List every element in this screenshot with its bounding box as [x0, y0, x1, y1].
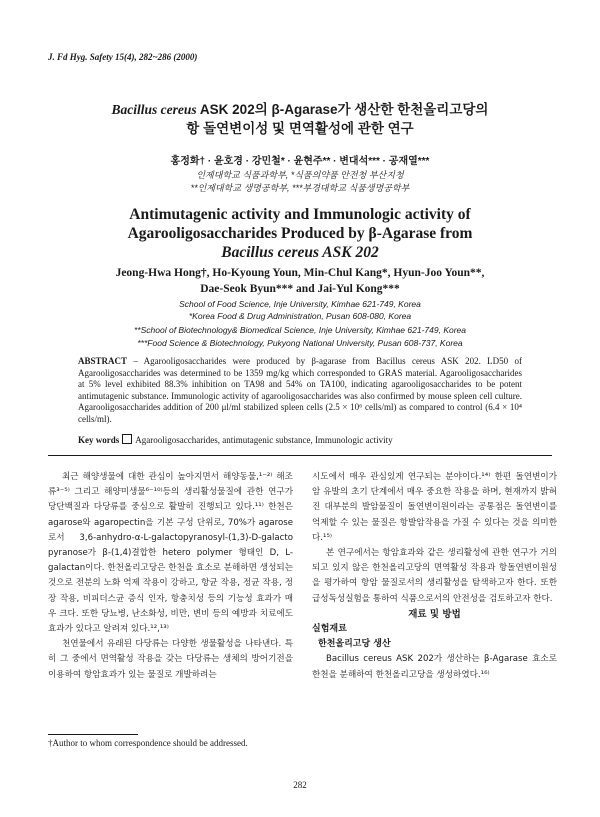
korean-title-organism: Bacillus cereus [111, 102, 197, 117]
subsection-heading: 실험재료 [312, 624, 347, 635]
korean-affiliation-1: 인제대학교 식품과학부, *식품의약품 안전청 부산지청 [196, 170, 404, 180]
keywords-text: Agarooligosaccharides, antimutagenic substance, Immunologic activity [135, 435, 393, 445]
english-affiliation-1: School of Food Science, Inje University, Kimhae 621-749, Korea [179, 299, 421, 309]
korean-title [0, 100, 600, 138]
keywords-label: Key words [78, 435, 120, 445]
english-title [0, 205, 600, 262]
page-number: 282 [293, 780, 307, 790]
right-column [312, 470, 557, 683]
body-paragraph: 최근 해양생물에 대한 관심이 높아지면서 해양동물,¹⁻²⁾ 해조류³⁻⁵⁾ 그리고 해양미생물⁶⁻¹⁰⁾등의 생리활성물질에 관한 연구가 당단백질과 다당류를 중심으로 활발히 진행되고 있다.¹¹⁾ 한천은 agarose와 agaropectin을 기본 구성 단위로, 70%가 agarose로서 3,6-anhydro-α-L-galactopyranosyl-(1,3)-D-galacto pyranose가 β-(1,4)결합한 hetero polymer 형태인 D, L-galactan이다. 한천올리고당은 한천을 효소로 분해하면 생성되는 것으로 전분의 노화 억제 작용이 강하고, 항균 작용, 정균 작용, 정장 작용, 비피더스균 증식 인자, 항충치성 등의 기능성 효과가 매우 크다. 또한 당뇨병, 난소화성, 비만, 변비 등의 예방과 치료에도 효과가 있다고 알려져 있다.¹²,¹³⁾ [48, 472, 293, 635]
section-heading: 재료 및 방법 [408, 608, 461, 620]
english-authors-line2: Dae-Seok Byun*** and Jai-Yul Kong*** [200, 283, 400, 295]
journal-citation: J. Fd Hyg. Safety 15(4), 282~286 (2000) [48, 52, 198, 62]
footnote-rule [48, 734, 138, 735]
body-paragraph: 본 연구에서는 항암효과와 같은 생리활성에 관한 연구가 거의 되고 있지 않은 한천올리고당의 면역활성 작용과 항돌연변이원성을 평가하여 항암 물질로서의 생리활성을 탐색하고자 한다. 또한 급성독성실험을 통하여 식품으로서의 안전성을 검토하고자 한다. [312, 548, 557, 604]
korean-affiliation-2: **인제대학교 생명공학부, ***부경대학교 식품생명공학부 [190, 183, 410, 193]
english-authors-line1: Jeong-Hwa Hong†, Ho-Kyoung Youn, Min-Chul Kang*, Hyun-Joo Youn**, [115, 267, 485, 279]
english-title-line3: Bacillus cereus ASK 202 [221, 244, 379, 261]
subsubsection-heading: 한천올리고당 생산 [318, 639, 391, 650]
korean-authors: 홍정화† · 윤호경 · 강민철* · 윤현주** · 변대석*** · 공재열*** [170, 156, 430, 167]
body-paragraph: 천연물에서 유래된 다당류는 다양한 생물활성을 나타낸다. 특히 그 중에서 면역활성 작용을 갖는 다당류는 생체의 방어기전을 이용하여 항암효과가 있는 물질로 개발하려는 [48, 639, 293, 680]
keywords [78, 434, 522, 445]
english-title-line2: Agarooligosaccharides Produced by β-Agarase from [127, 225, 473, 242]
english-title-line1: Antimutagenic activity and Immunologic activity of [129, 206, 471, 223]
abstract-text: – Agarooligosaccharides were produced by β-agarase from Bacillus cereus ASK 202. LD50 of Agarooligosaccharides was determined to be 1359 mg/kg which corresponded to GRAS material. Agarooligosaccharides at 5% level exhibited 88.3% inhibition on TA98 and 54% on TA100, indicating agarooligosaccharides to be potent antimutagenic substance. Immunologic activity of agarooligosaccharides was also confirmed by mouse spleen cell culture. Agarooligosaccharides addition of 200 μl/ml stabilized spleen cells (2.5 × 10⁶ cells/ml) as compared to control (6.4 × 10⁴ cells/ml). [78, 356, 522, 424]
body-paragraph: Bacillus cereus ASK 202가 생산하는 β-Agarase 효소로 한천을 분해하여 한천올리고당을 생성하였다.¹⁶⁾ [312, 654, 557, 680]
body-paragraph: 시도에서 매우 관심있게 연구되는 분야이다.¹⁴⁾ 한편 돌연변이가 암 유발의 초기 단계에서 매우 중요한 작용을 하며, 현재까지 밝혀진 대부분의 발암물질이 돌연변이원이라는 공통점은 돌연변이를 억제할 수 있는 물질은 항발암작용을 가질 수 있다는 것을 의미한다.¹⁵⁾ [312, 472, 557, 543]
english-affiliation-3: **School of Biotechnology& Biomedical Science, Inje University, Kimhae 621-749, Korea [134, 325, 466, 335]
english-affiliation-4: ***Food Science & Biotechnology, Pukyong National University, Pusan 608-737, Korea [137, 338, 463, 348]
divider [48, 455, 552, 456]
english-affiliation-2: *Korea Food & Drug Administration, Pusan 608-080, Korea [188, 311, 412, 321]
left-column [48, 470, 293, 683]
abstract-label: ABSTRACT [78, 356, 128, 366]
abstract [78, 356, 522, 426]
korean-title-line2: 항 돌연변이성 및 면역활성에 관한 연구 [186, 121, 414, 136]
english-authors [0, 265, 600, 297]
checkbox-icon [122, 434, 132, 444]
korean-title-line1: ASK 202의 β-Agarase가 생산한 한천올리고당의 [196, 102, 489, 117]
footnote: †Author to whom correspondence should be addressed. [48, 738, 248, 748]
